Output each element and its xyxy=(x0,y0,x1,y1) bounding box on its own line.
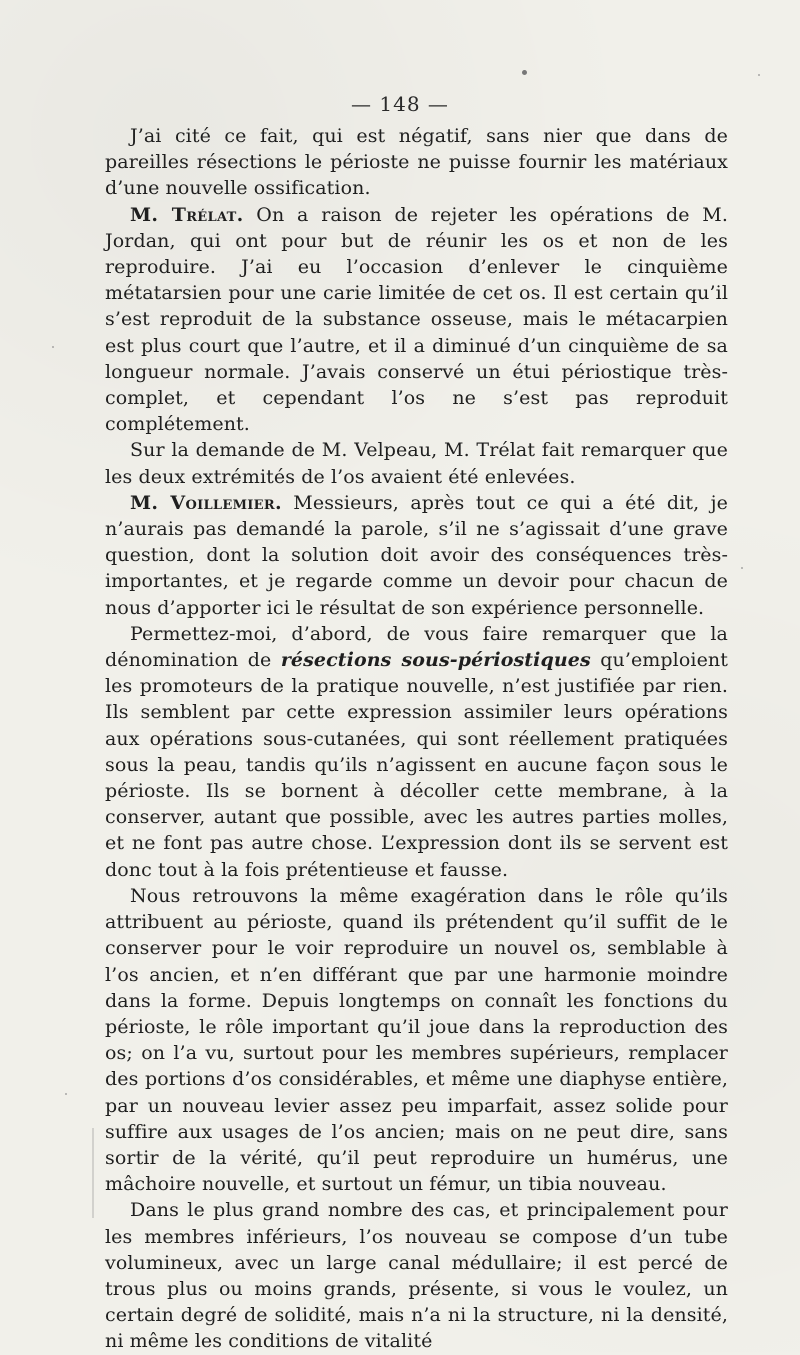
margin-mark xyxy=(92,1128,94,1218)
paragraph-2 xyxy=(105,202,728,438)
speaker-name: M. Trélat. xyxy=(130,203,244,226)
paragraph-text: Nous retrouvons la même exagération dans le rôle qu’ils attribuent au périoste, quand ils prétendent qu’il suffit de le conserver pour le voir reproduire un nouvel os, semblable à l’os ancien, et n’en différant que par une harmonie moindre dans la forme. Depuis longtemps on connaît les fonctions du périoste, le rôle important qu’il joue dans la reproduction des os; on l’a vu, surtout pour les membres supérieurs, remplacer des portions d’os considérables, et même une diaphyse entière, par un nouveau levier assez peu imparfait, assez solide pour suffire aux usages de l’os ancien; mais on ne peut dire, sans sortir de la vérité, qu’il peut reproduire un humérus, une mâchoire nouvelle, et surtout un fémur, un tibia nouveau. xyxy=(105,884,728,1196)
paragraph-1 xyxy=(105,123,728,202)
paper-speck xyxy=(65,1093,67,1095)
paragraph-text: J’ai cité ce fait, qui est négatif, sans nier que dans de pareilles résections le périoste ne puisse fournir les matériaux d’une nouvelle ossification. xyxy=(105,125,728,200)
body-text xyxy=(105,123,728,1355)
paragraph-text-before: Permettez-moi, d’abord, de vous faire remarquer que la dénomination de xyxy=(105,622,728,672)
paragraph-5 xyxy=(105,621,728,883)
paragraph-4 xyxy=(105,490,728,621)
paper-speck xyxy=(741,567,743,569)
ink-dot xyxy=(522,70,527,75)
italic-term: résections sous-périostiques xyxy=(280,649,591,672)
paragraph-3 xyxy=(105,437,728,489)
paragraph-7 xyxy=(105,1197,728,1354)
paper-speck xyxy=(758,74,760,76)
paragraph-text: On a raison de rejeter les opérations de M. Jordan, qui ont pour but de réunir les os et non de les reproduire. J’ai eu l’occasion d’enlever le cinquième métatarsien pour une carie limitée de cet os. Il est certain qu’il s’est reproduit de la substance osseuse, mais le métacarpien est plus court que l’autre, et il a diminué d’un cinquième de sa longueur normale. J’avais conservé un étui périostique très-complet, et cependant l’os ne s’est pas reproduit complétement. xyxy=(105,203,728,436)
paragraph-text-after: qu’emploient les promoteurs de la pratique nouvelle, n’est justifiée par rien. Ils semblent par cette expression assimiler leurs opérations aux opérations sous-cutanées, qui sont réellement pratiquées sous la peau, tandis qu’ils n’agissent en aucune façon sous le périoste. Ils se bornent à décoller cette membrane, à la conserver, autant que possible, avec les autres parties molles, et ne font pas autre chose. L’expression dont ils se servent est donc tout à la fois prétentieuse et fausse. xyxy=(105,649,728,881)
paragraph-text: Sur la demande de M. Velpeau, M. Trélat fait remarquer que les deux extrémités de l’os avaient été enlevées. xyxy=(105,439,728,488)
page-number: — 148 — xyxy=(351,92,449,116)
speaker-name: M. Voillemier. xyxy=(130,491,282,514)
paragraph-text: Dans le plus grand nombre des cas, et principalement pour les membres inférieurs, l’os nouveau se compose d’un tube volumineux, avec un large canal médullaire; il est percé de trous plus ou moins grands, présente, si vous le voulez, un certain degré de solidité, mais n’a ni la structure, ni la densité, ni même les conditions de vitalité xyxy=(105,1199,728,1353)
paragraph-6 xyxy=(105,883,728,1197)
paragraph-text: Messieurs, après tout ce qui a été dit, je n’aurais pas demandé la parole, s’il ne s’agissait d’une grave question, dont la solution doit avoir des conséquences très-importantes, et je regarde comme un devoir pour chacun de nous d’apporter ici le résultat de son expérience personnelle. xyxy=(105,491,728,619)
paper-speck xyxy=(52,346,54,348)
